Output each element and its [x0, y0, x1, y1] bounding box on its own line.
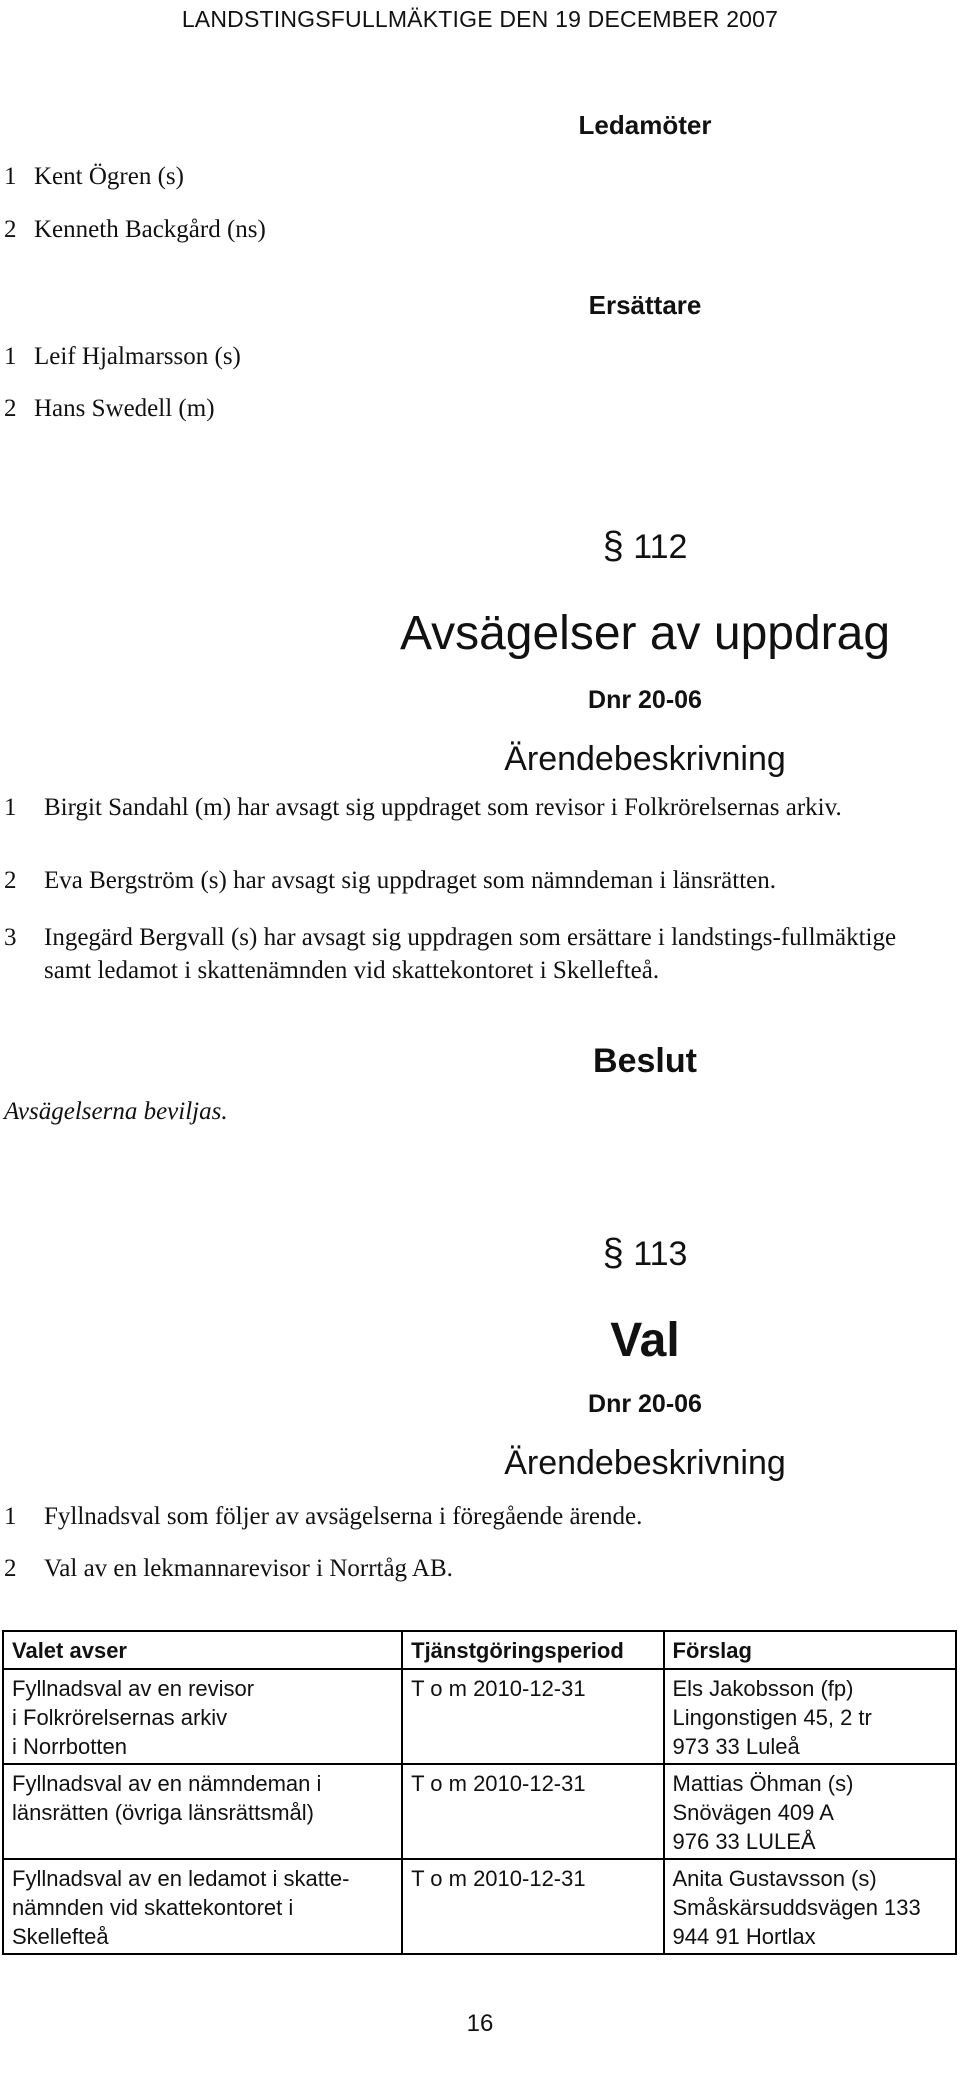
decision-heading: Beslut — [593, 1042, 697, 1080]
substitute-name: Leif Hjalmarsson (s) — [34, 343, 241, 370]
case-item — [4, 921, 924, 987]
case-item-text: Eva Bergström (s) har avsagt sig uppdraget som nämndeman i länsrätten. — [44, 867, 776, 894]
substitutes-heading: Ersättare — [588, 290, 702, 320]
case-item-number: 1 — [4, 794, 17, 821]
case-item — [4, 1552, 924, 1585]
cell-line: 944 91 Hortlax — [672, 1924, 816, 1949]
substitute-number: 2 — [4, 395, 17, 422]
cell-line: Snövägen 409 A — [672, 1800, 834, 1825]
cell-line: T o m 2010-12-31 — [411, 1866, 586, 1891]
table-row — [3, 1764, 956, 1859]
case-item — [4, 791, 924, 824]
case-item — [4, 1500, 924, 1533]
section-number: 113 — [633, 1235, 688, 1273]
section-113-number — [330, 1232, 960, 1275]
member-row — [4, 213, 266, 246]
paragraph-sign: § — [602, 525, 624, 567]
period-cell — [402, 1669, 663, 1764]
case-item-number: 3 — [4, 924, 17, 951]
section-112-title: Avsägelser av uppdrag — [399, 607, 891, 660]
cell-line: 976 33 LULEÅ — [672, 1829, 816, 1854]
member-name: Kent Ögren (s) — [34, 163, 184, 190]
column-header: Valet avser — [3, 1631, 402, 1669]
member-number: 2 — [4, 216, 17, 243]
member-name: Kenneth Backgård (ns) — [34, 216, 266, 243]
case-item-text: Birgit Sandahl (m) har avsagt sig uppdraget som revisor i Folkrörelsernas arkiv. — [44, 794, 842, 821]
cell-line: länsrätten (övriga länsrättsmål) — [12, 1800, 315, 1825]
section-number: 112 — [633, 528, 688, 566]
substitute-row — [4, 392, 215, 425]
valet-cell — [3, 1669, 402, 1764]
page-header: LANDSTINGSFULLMÄKTIGE DEN 19 DECEMBER 2007 — [181, 6, 779, 32]
section-113-description-heading: Ärendebeskrivning — [504, 1444, 786, 1482]
valet-cell — [3, 1859, 402, 1954]
section-112-number — [330, 525, 960, 568]
cell-line: Lingonstigen 45, 2 tr — [672, 1705, 872, 1730]
decision-text: Avsägelserna beviljas. — [4, 1098, 228, 1125]
cell-line: Mattias Öhman (s) — [672, 1771, 854, 1796]
substitute-name: Hans Swedell (m) — [34, 395, 215, 422]
cell-line: i Norrbotten — [12, 1734, 127, 1759]
proposal-cell — [664, 1669, 957, 1764]
cell-line: 973 33 Luleå — [672, 1734, 800, 1759]
period-cell — [402, 1859, 663, 1954]
case-item-text: Fyllnadsval som följer av avsägelserna i föregående ärende. — [44, 1503, 643, 1530]
cell-line: Anita Gustavsson (s) — [672, 1866, 877, 1891]
page-number: 16 — [466, 2010, 494, 2037]
election-table — [2, 1630, 957, 1955]
column-header: Förslag — [664, 1631, 957, 1669]
cell-line: Skellefteå — [12, 1924, 109, 1949]
proposal-cell — [664, 1764, 957, 1859]
cell-line: Fyllnadsval av en revisor — [12, 1676, 255, 1701]
table-row — [3, 1669, 956, 1764]
cell-line: Småskärsuddsvägen 133 — [672, 1895, 921, 1920]
valet-cell — [3, 1764, 402, 1859]
cell-line: i Folkrörelsernas arkiv — [12, 1705, 228, 1730]
cell-line: Fyllnadsval av en ledamot i skatte- — [12, 1866, 350, 1891]
section-112-dnr: Dnr 20-06 — [588, 686, 702, 714]
table-header-row — [3, 1631, 956, 1669]
case-item-number: 2 — [4, 867, 17, 894]
section-113-dnr: Dnr 20-06 — [588, 1390, 702, 1418]
section-113-title: Val — [610, 1314, 680, 1367]
member-number: 1 — [4, 163, 17, 190]
cell-line: T o m 2010-12-31 — [411, 1771, 586, 1796]
case-item — [4, 864, 924, 897]
case-item-text: Val av en lekmannarevisor i Norrtåg AB. — [44, 1555, 453, 1582]
member-row — [4, 160, 184, 193]
substitute-row — [4, 340, 241, 373]
substitute-number: 1 — [4, 343, 17, 370]
cell-line: T o m 2010-12-31 — [411, 1676, 586, 1701]
paragraph-sign: § — [602, 1232, 624, 1274]
case-item-number: 2 — [4, 1555, 17, 1582]
period-cell — [402, 1764, 663, 1859]
proposal-cell — [664, 1859, 957, 1954]
members-heading: Ledamöter — [578, 110, 712, 140]
table-row — [3, 1859, 956, 1954]
section-112-description-heading: Ärendebeskrivning — [504, 740, 786, 778]
cell-line: Els Jakobsson (fp) — [672, 1676, 854, 1701]
case-item-number: 1 — [4, 1503, 17, 1530]
cell-line: Fyllnadsval av en nämndeman i — [12, 1771, 322, 1796]
case-item-text: Ingegärd Bergvall (s) har avsagt sig uppdragen som ersättare i landstings-fullmäktige samt ledamot i skattenämnden vid skattekontoret i Skellefteå. — [44, 924, 897, 984]
column-header: Tjänstgöringsperiod — [402, 1631, 663, 1669]
cell-line: nämnden vid skattekontoret i — [12, 1895, 294, 1920]
